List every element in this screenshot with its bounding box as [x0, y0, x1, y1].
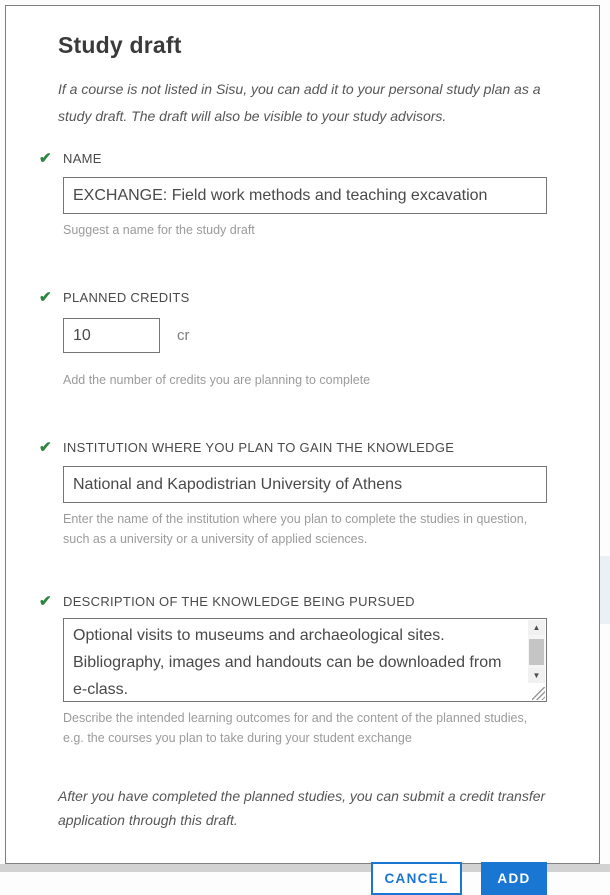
institution-input[interactable] [63, 466, 547, 503]
valid-check-icon: ✔ [39, 593, 52, 610]
cancel-button[interactable]: CANCEL [371, 862, 462, 895]
field-institution [39, 439, 547, 549]
name-input[interactable] [63, 177, 547, 214]
scroll-up-icon[interactable]: ▲ [528, 620, 545, 635]
valid-check-icon: ✔ [39, 439, 52, 456]
study-draft-dialog [5, 5, 600, 886]
resize-grip-icon[interactable] [532, 687, 545, 700]
institution-label: INSTITUTION WHERE YOU PLAN TO GAIN THE KNOWLEDGE [63, 440, 455, 455]
description-text: Optional visits to museums and archaeological sites. Bibliography, images and handouts can be downloaded from e-class. [73, 627, 502, 698]
field-description [39, 593, 547, 748]
name-label: NAME [63, 151, 102, 166]
description-textarea[interactable] [63, 618, 547, 702]
institution-helper-text: Enter the name of the institution where you plan to complete the studies in question, such as a university or a university of applied sciences. [63, 512, 528, 546]
description-helper-text: Describe the intended learning outcomes for and the content of the planned studies, e.g. the courses you plan to take during your student exchange [63, 711, 528, 745]
scroll-down-icon[interactable]: ▼ [528, 668, 545, 683]
field-name [39, 150, 547, 240]
valid-check-icon: ✔ [39, 150, 52, 167]
planned-credits-input[interactable] [63, 318, 160, 353]
add-button[interactable]: ADD [481, 862, 547, 895]
dialog-intro-text: If a course is not listed in Sisu, you can add it to your personal study plan as a study draft. The draft will also be visible to your study advisors. [58, 81, 541, 124]
textarea-scrollbar[interactable] [528, 620, 545, 683]
planned-credits-helper-text: Add the number of credits you are planning to complete [63, 373, 371, 387]
footer-note: After you have completed the planned studies, you can submit a credit transfer application through this draft. [58, 788, 546, 828]
dialog-title: Study draft [58, 32, 182, 58]
page-behind-fragment [600, 556, 610, 624]
valid-check-icon: ✔ [39, 289, 52, 306]
scrollbar-thumb[interactable] [529, 639, 544, 665]
planned-credits-label: PLANNED CREDITS [63, 290, 190, 305]
credits-unit-label: cr [177, 327, 190, 344]
description-label: DESCRIPTION OF THE KNOWLEDGE BEING PURSUED [63, 594, 415, 609]
name-helper-text: Suggest a name for the study draft [63, 223, 255, 237]
field-planned-credits [39, 289, 547, 390]
dialog-button-row [58, 862, 547, 895]
